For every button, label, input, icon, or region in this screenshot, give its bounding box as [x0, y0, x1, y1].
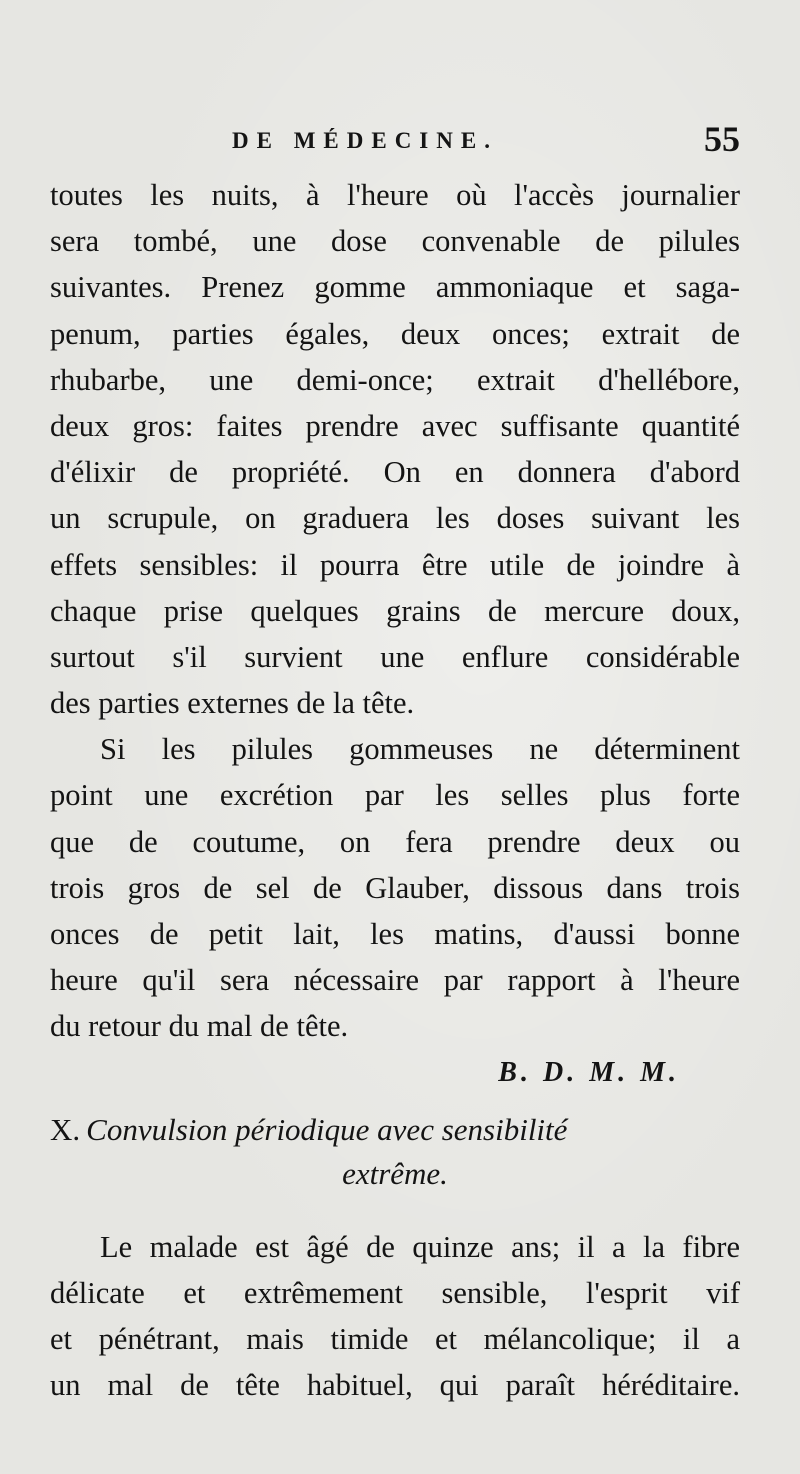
page-number: 55: [704, 119, 740, 159]
spacer: [50, 1196, 740, 1224]
section-heading: [50, 1108, 740, 1196]
text-line: surtout s'il survient une enflure considérable: [50, 639, 740, 674]
section-title: Convulsion périodique avec sensibilité: [86, 1111, 568, 1147]
paragraph-2: [50, 726, 740, 1049]
text-line: point une excrétion par les selles plus forte: [50, 778, 740, 813]
text-line: d'élixir de propriété. On en donnera d'abord: [50, 455, 740, 490]
text-line: trois gros de sel de Glauber, dissous dans trois: [50, 870, 740, 905]
text-line: heure qu'il sera nécessaire par rapport à l'heure: [50, 963, 740, 998]
paragraph-3: [50, 1224, 740, 1409]
section-title-continuation: extrême.: [342, 1155, 448, 1191]
text-line: chaque prise quelques grains de mercure doux,: [50, 593, 740, 628]
text-line: du retour du mal de tête.: [50, 1009, 349, 1044]
text-line: Le malade est âgé de quinze ans; il a la fibre: [100, 1229, 740, 1264]
text-line: effets sensibles: il pourra être utile de joindre à: [50, 547, 740, 582]
text-line: suivantes. Prenez gomme ammoniaque et saga-: [50, 270, 740, 305]
body-text: [50, 172, 740, 1408]
text-line: rhubarbe, une demi-once; extrait d'hellébore,: [50, 362, 740, 397]
text-line: un scrupule, on graduera les doses suivant les: [50, 501, 740, 536]
paragraph-1: [50, 172, 740, 726]
text-line: et pénétrant, mais timide et mélancolique; il a: [50, 1321, 740, 1356]
text-line: des parties externes de la tête.: [50, 686, 415, 721]
author-signature: B. D. M. M.: [498, 1056, 680, 1088]
text-line: Si les pilules gommeuses ne déterminent: [100, 732, 740, 767]
text-line: un mal de tête habituel, qui paraît héréditaire.: [50, 1368, 740, 1403]
running-title: DE MÉDECINE.: [232, 128, 498, 153]
text-line: penum, parties égales, deux onces; extrait de: [50, 316, 740, 351]
text-line: que de coutume, on fera prendre deux ou: [50, 824, 740, 859]
text-line: délicate et extrêmement sensible, l'esprit vif: [50, 1275, 740, 1310]
text-line: sera tombé, une dose convenable de pilules: [50, 224, 740, 259]
section-number: X.: [50, 1111, 81, 1147]
running-head: [50, 118, 740, 168]
text-line: toutes les nuits, à l'heure où l'accès journalier: [50, 178, 740, 212]
text-line: deux gros: faites prendre avec suffisante quantité: [50, 408, 740, 443]
text-line: onces de petit lait, les matins, d'aussi bonne: [50, 917, 740, 951]
